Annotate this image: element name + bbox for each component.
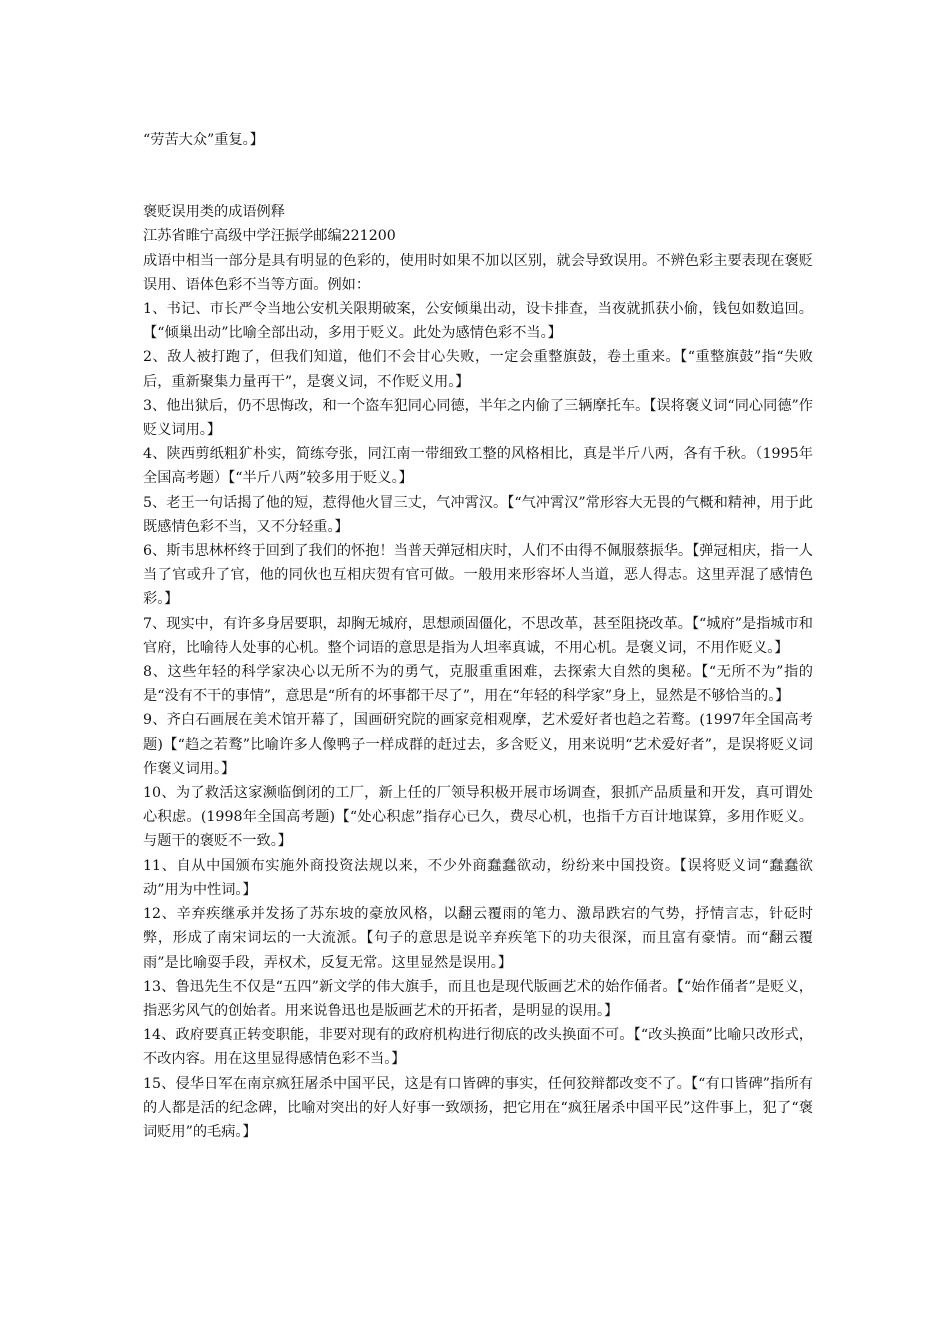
example-item-9: 9、齐白石画展在美术馆开幕了，国画研究院的画家竞相观摩，艺术爱好者也趋之若鹜。(1997年全国高考题)【“趋之若鹜”比喻许多人像鸭子一样成群的赶过去，多含贬义，用来说明“艺术爱好者”，是误将贬义词作褒义词用。】 bbox=[143, 712, 813, 777]
example-item-4: 4、陕西剪纸粗犷朴实，简练夸张，同江南一带细致工整的风格相比，真是半斤八两，各有千秋。（1995年全国高考题）【“半斤八两”较多用于贬义。】 bbox=[143, 446, 813, 487]
example-item-6: 6、斯韦思林杯终于回到了我们的怀抱！当普天弹冠相庆时，人们不由得不佩服蔡振华。【弹冠相庆，指一人当了官或升了官，他的同伙也互相庆贺有官可做。一般用来形容坏人当道，恶人得志。这里弄混了感情色彩。】 bbox=[143, 543, 813, 608]
example-item-2: 2、敌人被打跑了，但我们知道，他们不会甘心失败，一定会重整旗鼓，卷土重来。【“重整旗鼓”指“失败后，重新聚集力量再干”，是褒义词，不作贬义用。】 bbox=[143, 349, 813, 390]
intro-paragraph: 成语中相当一部分是具有明显的色彩的，使用时如果不加以区别，就会导致误用。不辨色彩主要表现在褒贬误用、语体色彩不当等方面。例如： bbox=[143, 252, 813, 293]
example-item-13: 13、鲁迅先生不仅是“五四”新文学的伟大旗手，而且也是现代版画艺术的始作俑者。【“始作俑者”是贬义，指恶劣风气的创始者。用来说鲁迅也是版画艺术的开拓者，是明显的误用。】 bbox=[143, 978, 813, 1019]
example-item-11: 11、自从中国颁布实施外商投资法规以来，不少外商蠢蠢欲动，纷纷来中国投资。【误将贬义词“蠢蠢欲动”用为中性词。】 bbox=[143, 857, 813, 898]
example-item-1: 1、书记、市长严令当地公安机关限期破案，公安倾巢出动，设卡排查，当夜就抓获小偷，钱包如数追回。【“倾巢出动”比喻全部出动，多用于贬义。此处为感情色彩不当。】 bbox=[143, 301, 813, 342]
example-item-10: 10、为了救活这家濒临倒闭的工厂，新上任的厂领导积极开展市场调查，狠抓产品质量和开发，真可谓处心积虑。(1998年全国高考题)【“处心积虑”指存心已久，费尽心机，也指千方百计地谋算，多用作贬义。与题干的褒贬不一致。】 bbox=[143, 785, 813, 850]
top-fragment: “劳苦大众”重复。】 bbox=[143, 132, 264, 148]
document-title: 褒贬误用类的成语例释 bbox=[143, 204, 285, 221]
example-item-15: 15、侵华日军在南京疯狂屠杀中国平民，这是有口皆碑的事实，任何狡辩都改变不了。【“有口皆碑”指所有的人都是活的纪念碑，比喻对突出的好人好事一致颂扬，把它用在“疯狂屠杀中国平民”这件事上，犯了“褒词贬用”的毛病。】 bbox=[143, 1075, 813, 1140]
example-item-3: 3、他出狱后，仍不思悔改，和一个盗车犯同心同德，半年之内偷了三辆摩托车。【误将褒义词“同心同德”作贬义词用。】 bbox=[143, 397, 813, 439]
example-item-7: 7、现实中，有许多身居要职，却胸无城府，思想顽固僵化，不思改革，甚至阻挠改革。【“城府”是指城市和官府，比喻待人处事的心机。整个词语的意思是指为人坦率真诚，不用心机。是褒义词，不用作贬义。】 bbox=[143, 615, 813, 656]
blank-line bbox=[143, 152, 813, 176]
example-item-12: 12、辛弃疾继承并发扬了苏东坡的豪放风格，以翻云覆雨的笔力、激昂跌宕的气势，抒情言志，针砭时弊，形成了南宋词坛的一大流派。【句子的意思是说辛弃疾笔下的功夫很深，而且富有豪情。而“翻云覆雨”是比喻耍手段，弄权术，反复无常。这里显然是误用。】 bbox=[143, 906, 813, 971]
example-item-5: 5、老王一句话揭了他的短，惹得他火冒三丈，气冲霄汉。【“气冲霄汉”常形容大无畏的气概和精神，用于此既感情色彩不当，又不分轻重。】 bbox=[143, 494, 813, 535]
example-item-8: 8、这些年轻的科学家决心以无所不为的勇气，克服重重困难，去探索大自然的奥秘。【“无所不为”指的是“没有不干的事情”，意思是“所有的坏事都干尽了”，用在“年轻的科学家”身上，显然是不够恰当的。】 bbox=[143, 664, 813, 705]
document-body bbox=[143, 128, 813, 1144]
blank-line bbox=[143, 176, 813, 200]
author-line: 江苏省睢宁高级中学汪振学邮编221200 bbox=[143, 228, 396, 245]
example-item-14: 14、政府要真正转变职能，非要对现有的政府机构进行彻底的改头换面不可。【“改头换面”比喻只改形式，不改内容。用在这里显得感情色彩不当。】 bbox=[143, 1027, 813, 1068]
